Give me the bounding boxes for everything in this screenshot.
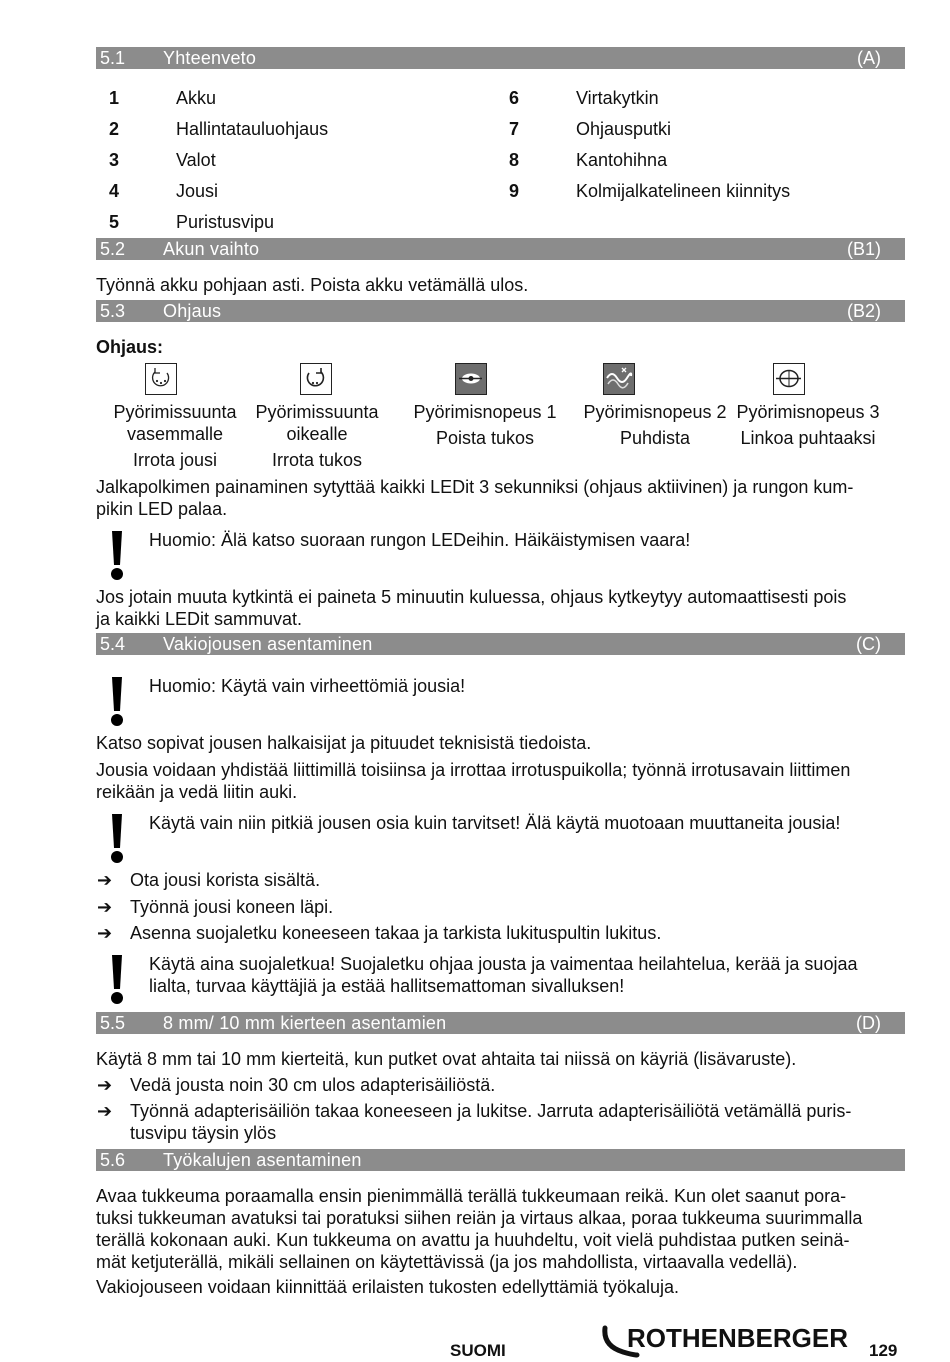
warning-text: Huomio: Älä katso suoraan rungon LEDeihin. Häikäistymisen vaara! xyxy=(149,530,691,550)
warning-text xyxy=(149,953,899,997)
control-speed-2 xyxy=(575,401,735,449)
control-name: Pyörimisnopeus 2 xyxy=(583,402,727,422)
paragraph xyxy=(96,586,902,630)
arrow-right-icon: ➔ xyxy=(97,1101,113,1121)
paragraph-line: Jos jotain muuta kytkintä ei paineta 5 minuutin kuluessa, ohjaus kytkeytyy automaattisesti pois xyxy=(96,587,847,607)
summary-label: Puristusvipu xyxy=(176,212,275,232)
paragraph: Vakiojouseen voidaan kiinnittää erilaisten tukosten edellyttämiä työkaluja. xyxy=(96,1277,680,1297)
summary-label: Akku xyxy=(176,88,217,108)
arrow-right-icon: ➔ xyxy=(97,1075,113,1095)
section-number: 5.4 xyxy=(100,634,126,654)
section-bar-5-2 xyxy=(96,238,905,260)
paragraph-line: reikään ja vedä liitin auki. xyxy=(96,782,298,802)
exclamation-warning-icon xyxy=(106,953,128,1005)
summary-label: Kantohihna xyxy=(576,150,668,170)
summary-num: 7 xyxy=(509,119,520,139)
instruction-line: Työnnä adapterisäiliön takaa koneeseen ja lukitse. Jarruta adapterisäiliötä vetämällä puris- xyxy=(130,1101,852,1121)
section-number: 5.3 xyxy=(100,301,126,321)
section-bar-5-6 xyxy=(96,1149,905,1171)
exclamation-warning-icon xyxy=(106,675,128,727)
instruction-item: Työnnä jousi koneen läpi. xyxy=(130,897,334,917)
subheading: Ohjaus: xyxy=(96,337,164,357)
control-function: Irrota tukos xyxy=(271,450,363,470)
paragraph: Käytä 8 mm tai 10 mm kierteitä, kun putket ovat ahtaita tai niissä on käyriä (lisävaruste). xyxy=(96,1049,797,1069)
footer-language: SUOMI xyxy=(450,1341,506,1360)
instruction-item: Ota jousi korista sisältä. xyxy=(130,870,321,890)
summary-label: Ohjausputki xyxy=(576,119,672,139)
speed-3-icon xyxy=(773,363,805,395)
section-number: 5.5 xyxy=(100,1013,126,1033)
summary-num: 1 xyxy=(109,88,120,108)
speed-2-icon xyxy=(603,363,635,395)
control-rotate-right xyxy=(244,401,390,471)
section-bar-5-1 xyxy=(96,47,905,69)
summary-label: Valot xyxy=(176,150,216,170)
warning-text: Käytä vain niin pitkiä jousen osia kuin tarvitset! Älä käytä muotoaan muuttaneita jousia! xyxy=(149,813,841,833)
exclamation-warning-icon xyxy=(106,529,128,581)
section-title: 8 mm/ 10 mm kierteen asentamien xyxy=(163,1013,447,1033)
paragraph xyxy=(96,759,902,803)
instruction-item xyxy=(130,1100,900,1144)
instruction-item: Asenna suojaletku koneeseen takaa ja tarkista lukituspultin lukitus. xyxy=(130,923,662,943)
control-name: Pyörimisnopeus 3 xyxy=(736,402,880,422)
exclamation-warning-icon xyxy=(106,812,128,864)
instruction-line: tusvipu täysin ylös xyxy=(130,1123,277,1143)
summary-label: Hallintatauluohjaus xyxy=(176,119,329,139)
section-title: Akun vaihto xyxy=(163,239,260,259)
paragraph-line: ja kaikki LEDit sammuvat. xyxy=(96,609,303,629)
speed-1-icon xyxy=(455,363,487,395)
section-title: Vakiojousen asentaminen xyxy=(163,634,373,654)
arrow-right-icon: ➔ xyxy=(97,923,113,943)
svg-text:ROTHENBERGER: ROTHENBERGER xyxy=(627,1323,849,1353)
section-title: Työkalujen asentaminen xyxy=(163,1150,362,1170)
control-name: Pyörimisnopeus 1 xyxy=(413,402,557,422)
rotate-left-icon xyxy=(145,363,177,395)
section-title: Yhteenveto xyxy=(163,48,257,68)
control-name-cont: vasemmalle xyxy=(126,424,224,444)
arrow-right-icon: ➔ xyxy=(97,897,113,917)
paragraph-line: tuksi tukkeuman avatuksi tai poratuksi siihen reiän ja virtaus alkaa, poraa tukkeuma suurimmalla xyxy=(96,1208,863,1228)
control-speed-3 xyxy=(730,401,886,449)
paragraph-line: Jalkapolkimen painaminen sytyttää kaikki LEDit 3 sekunniksi (ohjaus aktiivinen) ja rungon kum- xyxy=(96,477,854,497)
paragraph-line: pikin LED palaa. xyxy=(96,499,228,519)
summary-num: 2 xyxy=(109,119,120,139)
paragraph xyxy=(96,476,902,520)
rotate-right-icon xyxy=(300,363,332,395)
control-name: Pyörimissuunta xyxy=(113,402,237,422)
control-name: Pyörimissuunta xyxy=(255,402,379,422)
summary-num: 8 xyxy=(509,150,520,170)
summary-label: Kolmijalkatelineen kiinnitys xyxy=(576,181,791,201)
paragraph-line: Jousia voidaan yhdistää liittimillä toisiinsa ja irrottaa irrotuspuikolla; työnnä irrotusavain liittimen xyxy=(96,760,851,780)
figure-ref: (D) xyxy=(856,1013,881,1033)
control-function: Irrota jousi xyxy=(132,450,218,470)
warning-text: Huomio: Käytä vain virheettömiä jousia! xyxy=(149,676,466,696)
instruction-item: Vedä jousta noin 30 cm ulos adapterisäiliöstä. xyxy=(130,1075,496,1095)
paragraph-line: mät ketjuterällä, mikäli sellainen on käytettävissä (ja jos mahdollista, virtaavalla vedellä). xyxy=(96,1252,798,1272)
paragraph: Katso sopivat jousen halkaisijat ja pituudet teknisistä tiedoista. xyxy=(96,733,592,753)
control-function: Puhdista xyxy=(619,428,691,448)
figure-ref: (B1) xyxy=(846,239,881,259)
section-bar-5-5 xyxy=(96,1012,905,1034)
control-name-cont: oikealle xyxy=(286,424,348,444)
summary-num: 6 xyxy=(509,88,520,108)
section-title: Ohjaus xyxy=(163,301,222,321)
control-rotate-left xyxy=(88,401,262,471)
warning-line: Käytä aina suojaletkua! Suojaletku ohjaa jousta ja vaimentaa heilahtelua, kerää ja suojaa xyxy=(149,954,858,974)
figure-ref: (B2) xyxy=(846,301,881,321)
arrow-right-icon: ➔ xyxy=(97,870,113,890)
summary-label: Virtakytkin xyxy=(576,88,659,108)
section-bar-5-4 xyxy=(96,633,905,655)
paragraph-line: Avaa tukkeuma poraamalla ensin pienimmällä terällä tukkeumaan reikä. Kun olet saanut pora- xyxy=(96,1186,847,1206)
warning-line: lialta, turvaa käyttäjiä ja estää hallitsemattoman sivalluksen! xyxy=(149,976,625,996)
summary-num: 9 xyxy=(509,181,520,201)
section-number: 5.1 xyxy=(100,48,126,68)
summary-label: Jousi xyxy=(176,181,219,201)
section-bar-5-3 xyxy=(96,300,905,322)
paragraph: Työnnä akku pohjaan asti. Poista akku vetämällä ulos. xyxy=(96,275,529,295)
paragraph xyxy=(96,1185,902,1273)
control-function: Linkoa puhtaaksi xyxy=(740,428,876,448)
control-speed-1 xyxy=(404,401,566,449)
section-number: 5.6 xyxy=(100,1150,126,1170)
summary-num: 5 xyxy=(109,212,120,232)
summary-num: 4 xyxy=(109,181,120,201)
section-number: 5.2 xyxy=(100,239,126,259)
control-function: Poista tukos xyxy=(435,428,535,448)
paragraph-line: terällä kokonaan auki. Kun tukkeuma on avattu ja huuhdeltu, voit vielä puhdistaa putken seinä- xyxy=(96,1230,850,1250)
figure-ref: (C) xyxy=(856,634,881,654)
rothenberger-logo xyxy=(601,1322,851,1358)
page-number: 129 xyxy=(869,1341,898,1360)
figure-ref: (A) xyxy=(857,48,881,68)
summary-num: 3 xyxy=(109,150,120,170)
